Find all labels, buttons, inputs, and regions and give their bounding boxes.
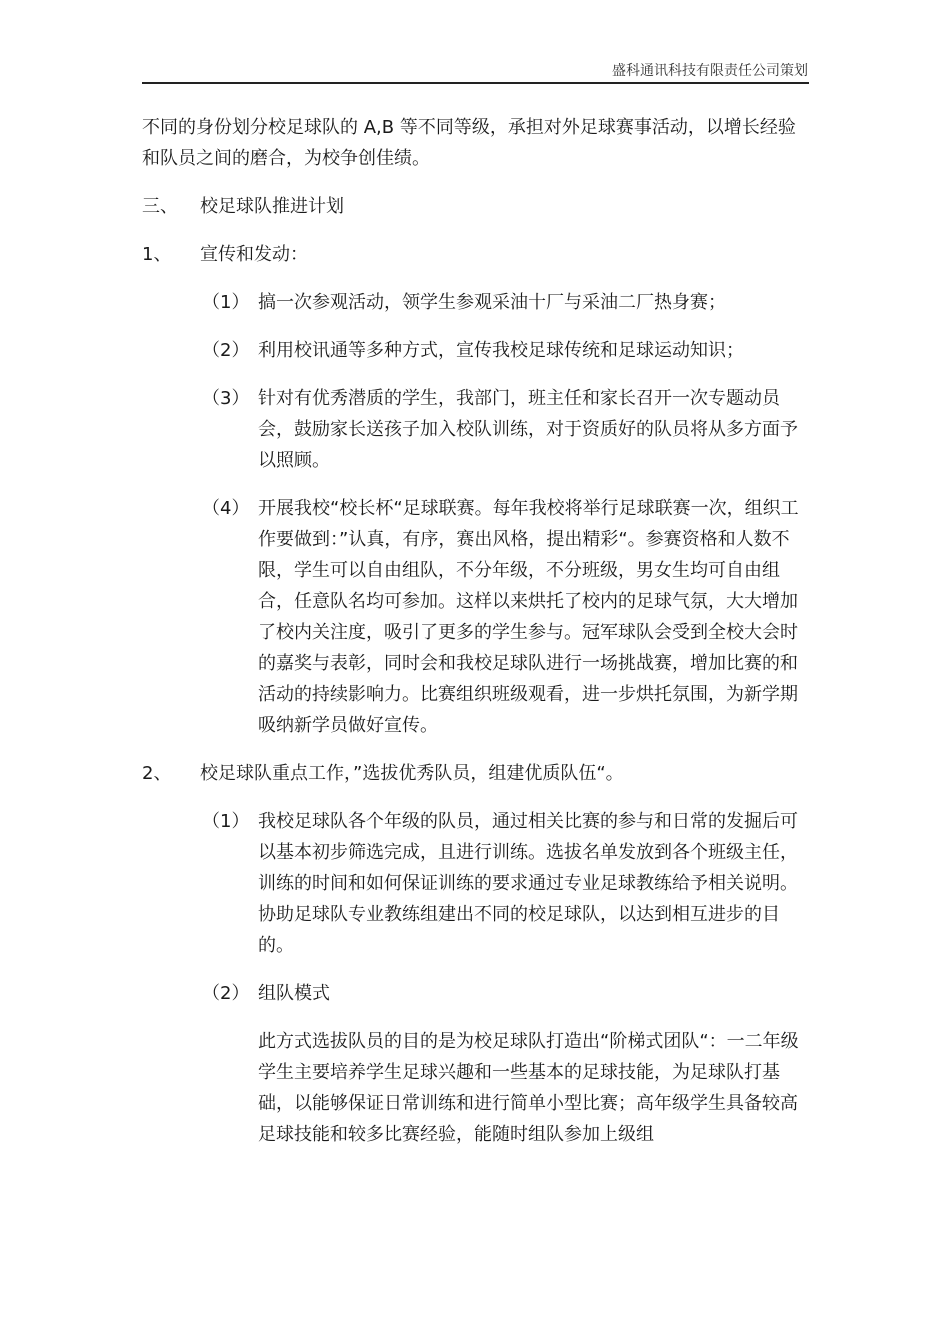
- sub-item-1-1: [142, 287, 802, 318]
- list-item-number: 2、: [142, 763, 172, 784]
- header-divider: [142, 82, 809, 84]
- list-item-1: [142, 239, 802, 270]
- sub-item-number: （2）: [202, 983, 250, 1004]
- list-item-title: 校足球队重点工作，”选拔优秀队员，组建优质队伍“。: [200, 763, 624, 784]
- sub-item-number: （4）: [202, 498, 250, 519]
- sub-item-text: 搞一次参观活动，领学生参观采油十厂与采油二厂热身赛；: [258, 292, 726, 313]
- document-body: [142, 112, 802, 1150]
- intro-paragraph: 不同的身份划分校足球队的 A,B 等不同等级，承担对外足球赛事活动，以增长经验和队员之间的磨合，为校争创佳绩。: [142, 117, 796, 169]
- sub-item-number: （3）: [202, 388, 250, 409]
- sub-item-number: （2）: [202, 340, 250, 361]
- list-item-2: [142, 758, 802, 789]
- sub-item-text: 我校足球队各个年级的队员，通过相关比赛的参与和日常的发掘后可以基本初步筛选完成，且进行训练。选拔名单发放到各个班级主任，训练的时间和如何保证训练的要求通过专业足球教练给予相关说明。协助足球队专业教练组建出不同的校足球队，以达到相互进步的目的。: [258, 811, 798, 956]
- sub-item-number: （1）: [202, 292, 250, 313]
- sub-item-1-3: [142, 383, 802, 476]
- header-company-name: 盛科通讯科技有限责任公司策划: [612, 63, 808, 79]
- sub-item-2-1: [142, 806, 802, 961]
- sub-item-1-4: [142, 493, 802, 741]
- sub-item-text: 开展我校“校长杯“足球联赛。每年我校将举行足球联赛一次，组织工作要做到：”认真，有序，赛出风格，提出精彩“。参赛资格和人数不限，学生可以自由组队，不分年级，不分班级，男女生均可自由组合，任意队名均可参加。这样以来烘托了校内的足球气氛，大大增加了校内关注度，吸引了更多的学生参与。冠军球队会受到全校大会时的嘉奖与表彰，同时会和我校足球队进行一场挑战赛，增加比赛的和活动的持续影响力。比赛组织班级观看，进一步烘托氛围，为新学期吸纳新学员做好宣传。: [258, 498, 799, 736]
- team-mode-paragraph: 此方式选拔队员的目的是为校足球队打造出“阶梯式团队“：一二年级学生主要培养学生足球兴趣和一些基本的足球技能，为足球队打基础，以能够保证日常训练和进行简单小型比赛；高年级学生具备较高足球技能和较多比赛经验，能随时组队参加上级组: [258, 1031, 799, 1145]
- section-number: 三、: [142, 196, 178, 217]
- sub-item-2-2: [142, 978, 802, 1009]
- sub-item-1-2: [142, 335, 802, 366]
- sub-item-text: 针对有优秀潜质的学生，我部门，班主任和家长召开一次专题动员会，鼓励家长送孩子加入校队训练，对于资质好的队员将从多方面予以照顾。: [258, 388, 798, 471]
- sub-item-number: （1）: [202, 811, 250, 832]
- list-item-number: 1、: [142, 244, 172, 265]
- list-item-title: 宣传和发动：: [200, 244, 308, 265]
- section-heading: [142, 191, 802, 222]
- sub-item-text: 组队模式: [258, 983, 330, 1004]
- sub-item-text: 利用校讯通等多种方式，宣传我校足球传统和足球运动知识；: [258, 340, 744, 361]
- section-title: 校足球队推进计划: [200, 196, 344, 217]
